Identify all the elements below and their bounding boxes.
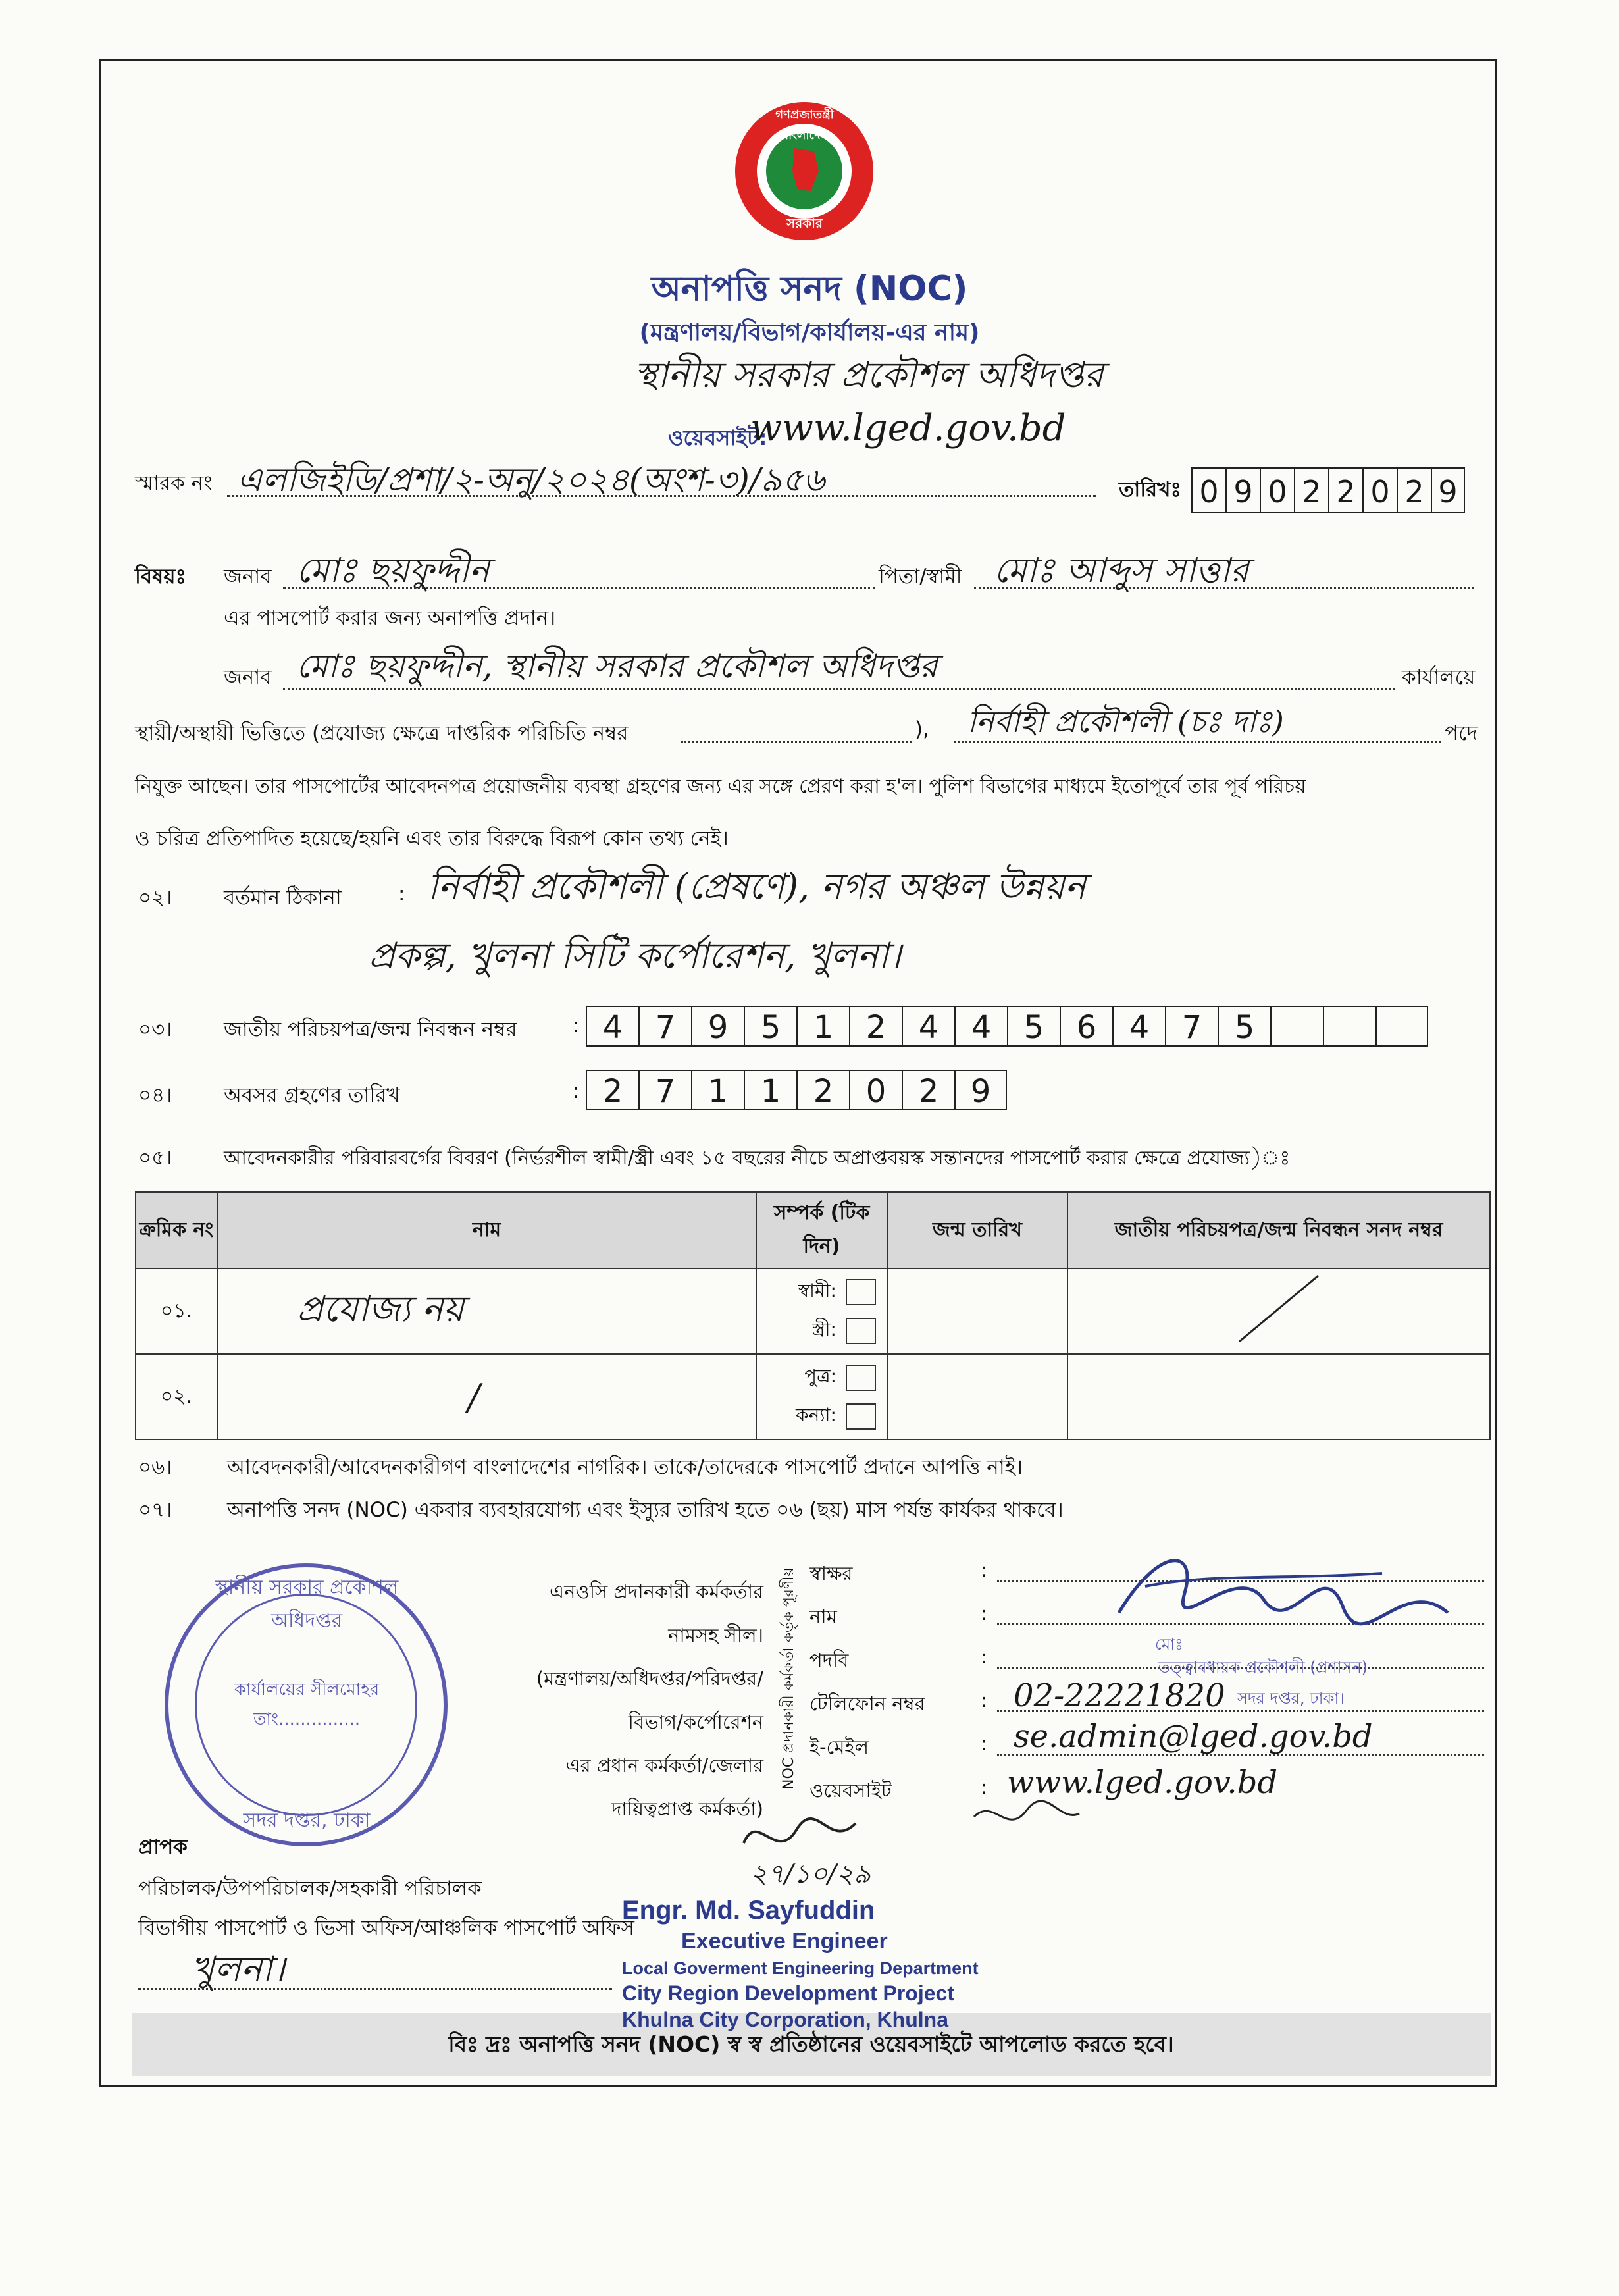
row2-nid <box>1067 1354 1490 1440</box>
designation-label: পদবি <box>810 1649 849 1671</box>
col-name: নাম <box>217 1192 756 1268</box>
nid-boxes <box>586 1006 1428 1047</box>
recipient-line2: বিভাগীয় পাসপোর্ট ও ভিসা অফিস/আঞ্চলিক পাসপোর্ট অফিস <box>138 1916 634 1940</box>
date-digit-box-3: 2 <box>1294 467 1328 513</box>
date-digit-box-0: 0 <box>1191 467 1225 513</box>
officer-stamp-fragment-2: তত্ত্বাবধায়ক প্রকৌশলী (প্রশাসন) <box>1158 1658 1368 1677</box>
signature-label: স্বাক্ষর <box>810 1562 853 1584</box>
address-line2-hand: প্রকল্প, খুলনা সিটি কর্পোরেশন, খুলনা। <box>369 935 902 976</box>
nid-digit-box-6: 4 <box>902 1006 954 1047</box>
retirement-digit-box-5: 0 <box>849 1070 902 1110</box>
father-name-hand: মোঃ আব্দুস সাত্তার <box>994 551 1249 590</box>
date-digit-box-5: 0 <box>1362 467 1397 513</box>
phone-label: টেলিফোন নম্বর <box>810 1692 925 1715</box>
office-suffix: কার্যালয়ে <box>1402 665 1476 689</box>
item05-num: ০৫। <box>138 1146 172 1170</box>
officer-vertical-text: NOC প্রদানকারী কর্মকর্তা কর্তৃক পূরণীয় <box>781 1567 797 1790</box>
checkbox-daughter[interactable] <box>846 1403 876 1430</box>
seal-bottom-text: সরকার <box>786 215 823 231</box>
item07-num: ০৭। <box>138 1498 172 1522</box>
item02-num: ০২। <box>138 886 172 910</box>
subject-name-dots <box>283 587 875 589</box>
retirement-digit-box-4: 2 <box>796 1070 849 1110</box>
officer-stamp-fragment-3: সদর দপ্তর, ঢাকা। <box>1237 1689 1345 1708</box>
row1-nid <box>1067 1268 1490 1354</box>
website-field-label: ওয়েবসাইট <box>810 1779 892 1802</box>
name-office-dots <box>283 688 1395 690</box>
date-digit-box-2: 0 <box>1260 467 1294 513</box>
subject-label: বিষয়ঃ <box>135 565 187 588</box>
engineer-title: Executive Engineer <box>681 1929 888 1954</box>
body-line4: ও চরিত্র প্রতিপাদিত হয়েছে/হয়নি এবং তার বিরুদ্ধে বিরূপ কোন তথ্য নেই। <box>135 827 729 850</box>
row1-dob <box>887 1268 1067 1354</box>
checkbox-husband[interactable] <box>846 1279 876 1305</box>
officer-left-block <box>461 1570 763 1831</box>
office-seal-stamp <box>165 1563 448 1846</box>
retirement-digit-box-6: 2 <box>902 1070 954 1110</box>
date-digit-box-1: 9 <box>1225 467 1260 513</box>
nid-digit-box-12: 5 <box>1218 1006 1270 1047</box>
date-digit-box-4: 2 <box>1328 467 1362 513</box>
retirement-digit-box-3: 1 <box>744 1070 796 1110</box>
nid-digit-box-9: 6 <box>1060 1006 1112 1047</box>
website-value-hand: www.lged.gov.bd <box>1007 1764 1278 1801</box>
address-line1-hand: নির্বাহী প্রকৌশলী (প্রেষণে), নগর অঞ্চল উন্নয়ন <box>428 866 1086 907</box>
table-row <box>136 1268 1490 1354</box>
retirement-boxes <box>586 1070 1007 1110</box>
family-table <box>135 1191 1491 1440</box>
nid-digit-box-2: 9 <box>691 1006 744 1047</box>
officer-line-4: বিভাগ/কর্পোরেশন <box>628 1711 763 1733</box>
item02-colon: : <box>398 882 405 906</box>
col-nid: জাতীয় পরিচয়পত্র/জন্ম নিবন্ধন সনদ নম্বর <box>1067 1192 1490 1268</box>
recipient-line1: পরিচালক/উপপরিচালক/সহকারী পরিচালক <box>138 1877 482 1900</box>
subject-mr-label: জনাব <box>224 565 272 588</box>
row2-dob <box>887 1354 1067 1440</box>
officer-line-2: নামসহ সীল। <box>668 1624 763 1646</box>
subject-line2: এর পাসপোর্ট করার জন্য অনাপত্তি প্রদান। <box>224 606 556 630</box>
memo-label: স্মারক নং <box>135 471 213 495</box>
item05-label: আবেদনকারীর পরিবারবর্গের বিবরণ (নির্ভরশীল স্বামী/স্ত্রী এবং ১৫ বছরের নীচে অপ্রাপ্তবয়স্ক সন্তানদের পাসপোর্ট করার ক্ষেত্রে প্রযোজ্য)ঃ <box>224 1147 1291 1170</box>
officer-fields: স্বাক্ষর : নাম : পদবি : টেলিফোন নম্বর : 02-22221820 ই-মেইল : se.admin@lged.gov.bd ওয়েবসাইট : www.lged.gov.bd <box>810 1559 1487 1819</box>
nid-digit-box-8: 5 <box>1007 1006 1060 1047</box>
row1-name-hand: প্রযোজ্য নয় <box>297 1288 464 1330</box>
slash-mark-icon <box>1213 1272 1345 1345</box>
item06-text: আবেদনকারী/আবেদনকারীগণ বাংলাদেশের নাগরিক। তাকে/তাদেরকে পাসপোর্ট প্রদানে আপত্তি নাই। <box>227 1455 1023 1479</box>
date-digit-box-7: 9 <box>1431 467 1465 513</box>
office-seal-bottom-text: সদর দপ্তর, ঢাকা <box>243 1809 371 1832</box>
engineer-line5: Khulna City Corporation, Khulna <box>622 2008 948 2031</box>
item06-num: ০৬। <box>138 1455 172 1479</box>
officer-stamp-fragment-1: মোঃ <box>1155 1635 1183 1654</box>
checkbox-son[interactable] <box>846 1365 876 1391</box>
item02-label: বর্তমান ঠিকানা <box>224 886 342 910</box>
officer-line-5: এর প্রধান কর্মকর্তা/জেলার <box>565 1754 763 1777</box>
date-label: তারিখঃ <box>1119 478 1182 502</box>
retirement-digit-box-2: 1 <box>691 1070 744 1110</box>
officer-line-3: (মন্ত্রণালয়/অধিদপ্তর/পরিদপ্তর/ <box>536 1667 763 1690</box>
table-row <box>136 1354 1490 1440</box>
recipient-place-dots <box>138 1988 612 1990</box>
nid-digit-box-13 <box>1270 1006 1323 1047</box>
recipient-place-hand: খুলনা। <box>191 1948 285 1990</box>
recipient-label: প্রাপক <box>138 1835 188 1859</box>
row1-serial: ০১. <box>136 1268 217 1354</box>
date-boxes <box>1191 467 1465 513</box>
row2-serial: ০২. <box>136 1354 217 1440</box>
body-line2-prefix: স্থায়ী/অস্থায়ী ভিত্তিতে (প্রযোজ্য ক্ষেত্রে দাপ্তরিক পরিচিতি নম্বর <box>135 721 629 745</box>
nid-digit-box-7: 4 <box>954 1006 1007 1047</box>
item03-num: ০৩। <box>138 1018 172 1041</box>
engineer-line3: Local Goverment Engineering Department <box>622 1958 979 1978</box>
memo-dots <box>227 495 1096 497</box>
email-label: ই-মেইল <box>810 1736 869 1758</box>
item04-colon: : <box>573 1080 580 1103</box>
date-digit-box-6: 2 <box>1397 467 1431 513</box>
officer-line-6: দায়িত্বপ্রাপ্ত কর্মকর্তা) <box>611 1798 763 1820</box>
engineer-line4: City Region Development Project <box>622 1981 954 2005</box>
body-mr-label: জনাব <box>224 665 272 689</box>
retirement-digit-box-1: 7 <box>638 1070 691 1110</box>
body-line3: নিযুক্ত আছেন। তার পাসপোর্টের আবেদনপত্র প্রয়োজনীয় ব্যবস্থা গ্রহণের জন্য এর সঙ্গে প্রেরণ করা হ'ল। পুলিশ বিভাগের মাধ্যমে ইতোপূর্বে তার পূর্ব পরিচয় <box>135 775 1306 797</box>
nid-digit-box-14 <box>1323 1006 1375 1047</box>
name-office-hand: মোঃ ছয়ফুদ্দীন, স্থানীয় সরকার প্রকৌশল অধিদপ্তর <box>296 647 938 685</box>
designation-hand: নির্বাহী প্রকৌশলী (চঃ দাঃ) <box>967 704 1284 739</box>
row1-rel-a: স্বামী: <box>798 1280 836 1301</box>
website-label: ওয়েবসাইট: <box>668 425 767 450</box>
retirement-digit-box-0: 2 <box>586 1070 638 1110</box>
nid-digit-box-3: 5 <box>744 1006 796 1047</box>
email-value-hand: se.admin@lged.gov.bd <box>1014 1718 1373 1755</box>
officer-line-1: এনওসি প্রদানকারী কর্মকর্তার <box>550 1580 763 1603</box>
phone-value-hand: 02-22221820 <box>1014 1677 1225 1714</box>
nid-digit-box-11: 7 <box>1165 1006 1218 1047</box>
seal-top-text: গণপ্রজাতন্ত্রী বাংলাদেশ <box>775 108 834 142</box>
office-seal-center-line2: তাং............... <box>253 1709 361 1729</box>
memo-number-hand: এলজিইডি/প্রশা/২-অনু/২০২৪(অংশ-৩)/৯৫৬ <box>237 461 825 499</box>
engineer-name: Engr. Md. Sayfuddin <box>622 1896 875 1925</box>
row2-rel-b: কন্যা: <box>796 1404 836 1426</box>
checkbox-wife[interactable] <box>846 1318 876 1344</box>
page-subtitle: (মন্ত্রণালয়/বিভাগ/কার্যালয়-এর নাম) <box>639 319 980 346</box>
footer-note: বিঃ দ্রঃ অনাপত্তি সনদ (NOC) স্ব স্ব প্রতিষ্ঠানের ওয়েবসাইটে আপলোড করতে হবে। <box>132 2013 1491 2076</box>
name-label: নাম <box>810 1605 837 1628</box>
office-seal-center-line1: কার্যালয়ের সীলমোহর <box>234 1680 380 1700</box>
item04-num: ০৪। <box>138 1083 172 1107</box>
nid-digit-box-15 <box>1375 1006 1428 1047</box>
page-title: অনাপত্তি সনদ (NOC) <box>651 269 968 309</box>
item03-label: জাতীয় পরিচয়পত্র/জন্ম নিবন্ধন নম্বর <box>224 1018 517 1041</box>
office-name-hand: স্থানীয় সরকার প্রকৌশল অধিদপ্তর <box>634 354 1104 396</box>
body-line2-suffix: পদে <box>1445 721 1478 745</box>
nid-digit-box-1: 7 <box>638 1006 691 1047</box>
item03-colon: : <box>573 1014 580 1037</box>
item04-label: অবসর গ্রহণের তারিখ <box>224 1083 400 1107</box>
row1-rel-b: স্ত্রী: <box>812 1318 836 1340</box>
officer-signature-icon <box>1106 1534 1474 1665</box>
row2-rel-a: পুত্র: <box>804 1365 836 1387</box>
office-seal-ring-text: স্থানীয় সরকার প্রকৌশল অধিদপ্তর <box>215 1576 399 1632</box>
initial-mark-icon <box>967 1790 1086 1843</box>
father-name-dots <box>974 587 1474 589</box>
nid-digit-box-4: 1 <box>796 1006 849 1047</box>
item07-text: অনাপত্তি সনদ (NOC) একবার ব্যবহারযোগ্য এবং ইস্যুর তারিখ হতে ০৬ (ছয়) মাস পর্যন্ত কার্যকর থাকবে। <box>227 1498 1064 1522</box>
col-dob: জন্ম তারিখ <box>887 1192 1067 1268</box>
sign-date-hand: ২৭/১০/২৯ <box>750 1859 871 1889</box>
official-id-dots <box>681 741 912 743</box>
row2-name-hand: / <box>468 1376 480 1418</box>
col-relation: সম্পর্ক (টিক দিন) <box>756 1192 887 1268</box>
applicant-name-hand: মোঃ ছয়ফুদ্দীন <box>296 551 490 590</box>
father-label: পিতা/স্বামী <box>879 565 962 588</box>
nid-digit-box-0: 4 <box>586 1006 638 1047</box>
col-serial: ক্রমিক নং <box>136 1192 217 1268</box>
retirement-digit-box-7: 9 <box>954 1070 1007 1110</box>
nid-digit-box-5: 2 <box>849 1006 902 1047</box>
designation-dots <box>954 741 1441 743</box>
nid-digit-box-10: 4 <box>1112 1006 1165 1047</box>
body-line2-mid: ), <box>915 718 929 741</box>
website-hand: www.lged.gov.bd <box>750 407 1066 450</box>
